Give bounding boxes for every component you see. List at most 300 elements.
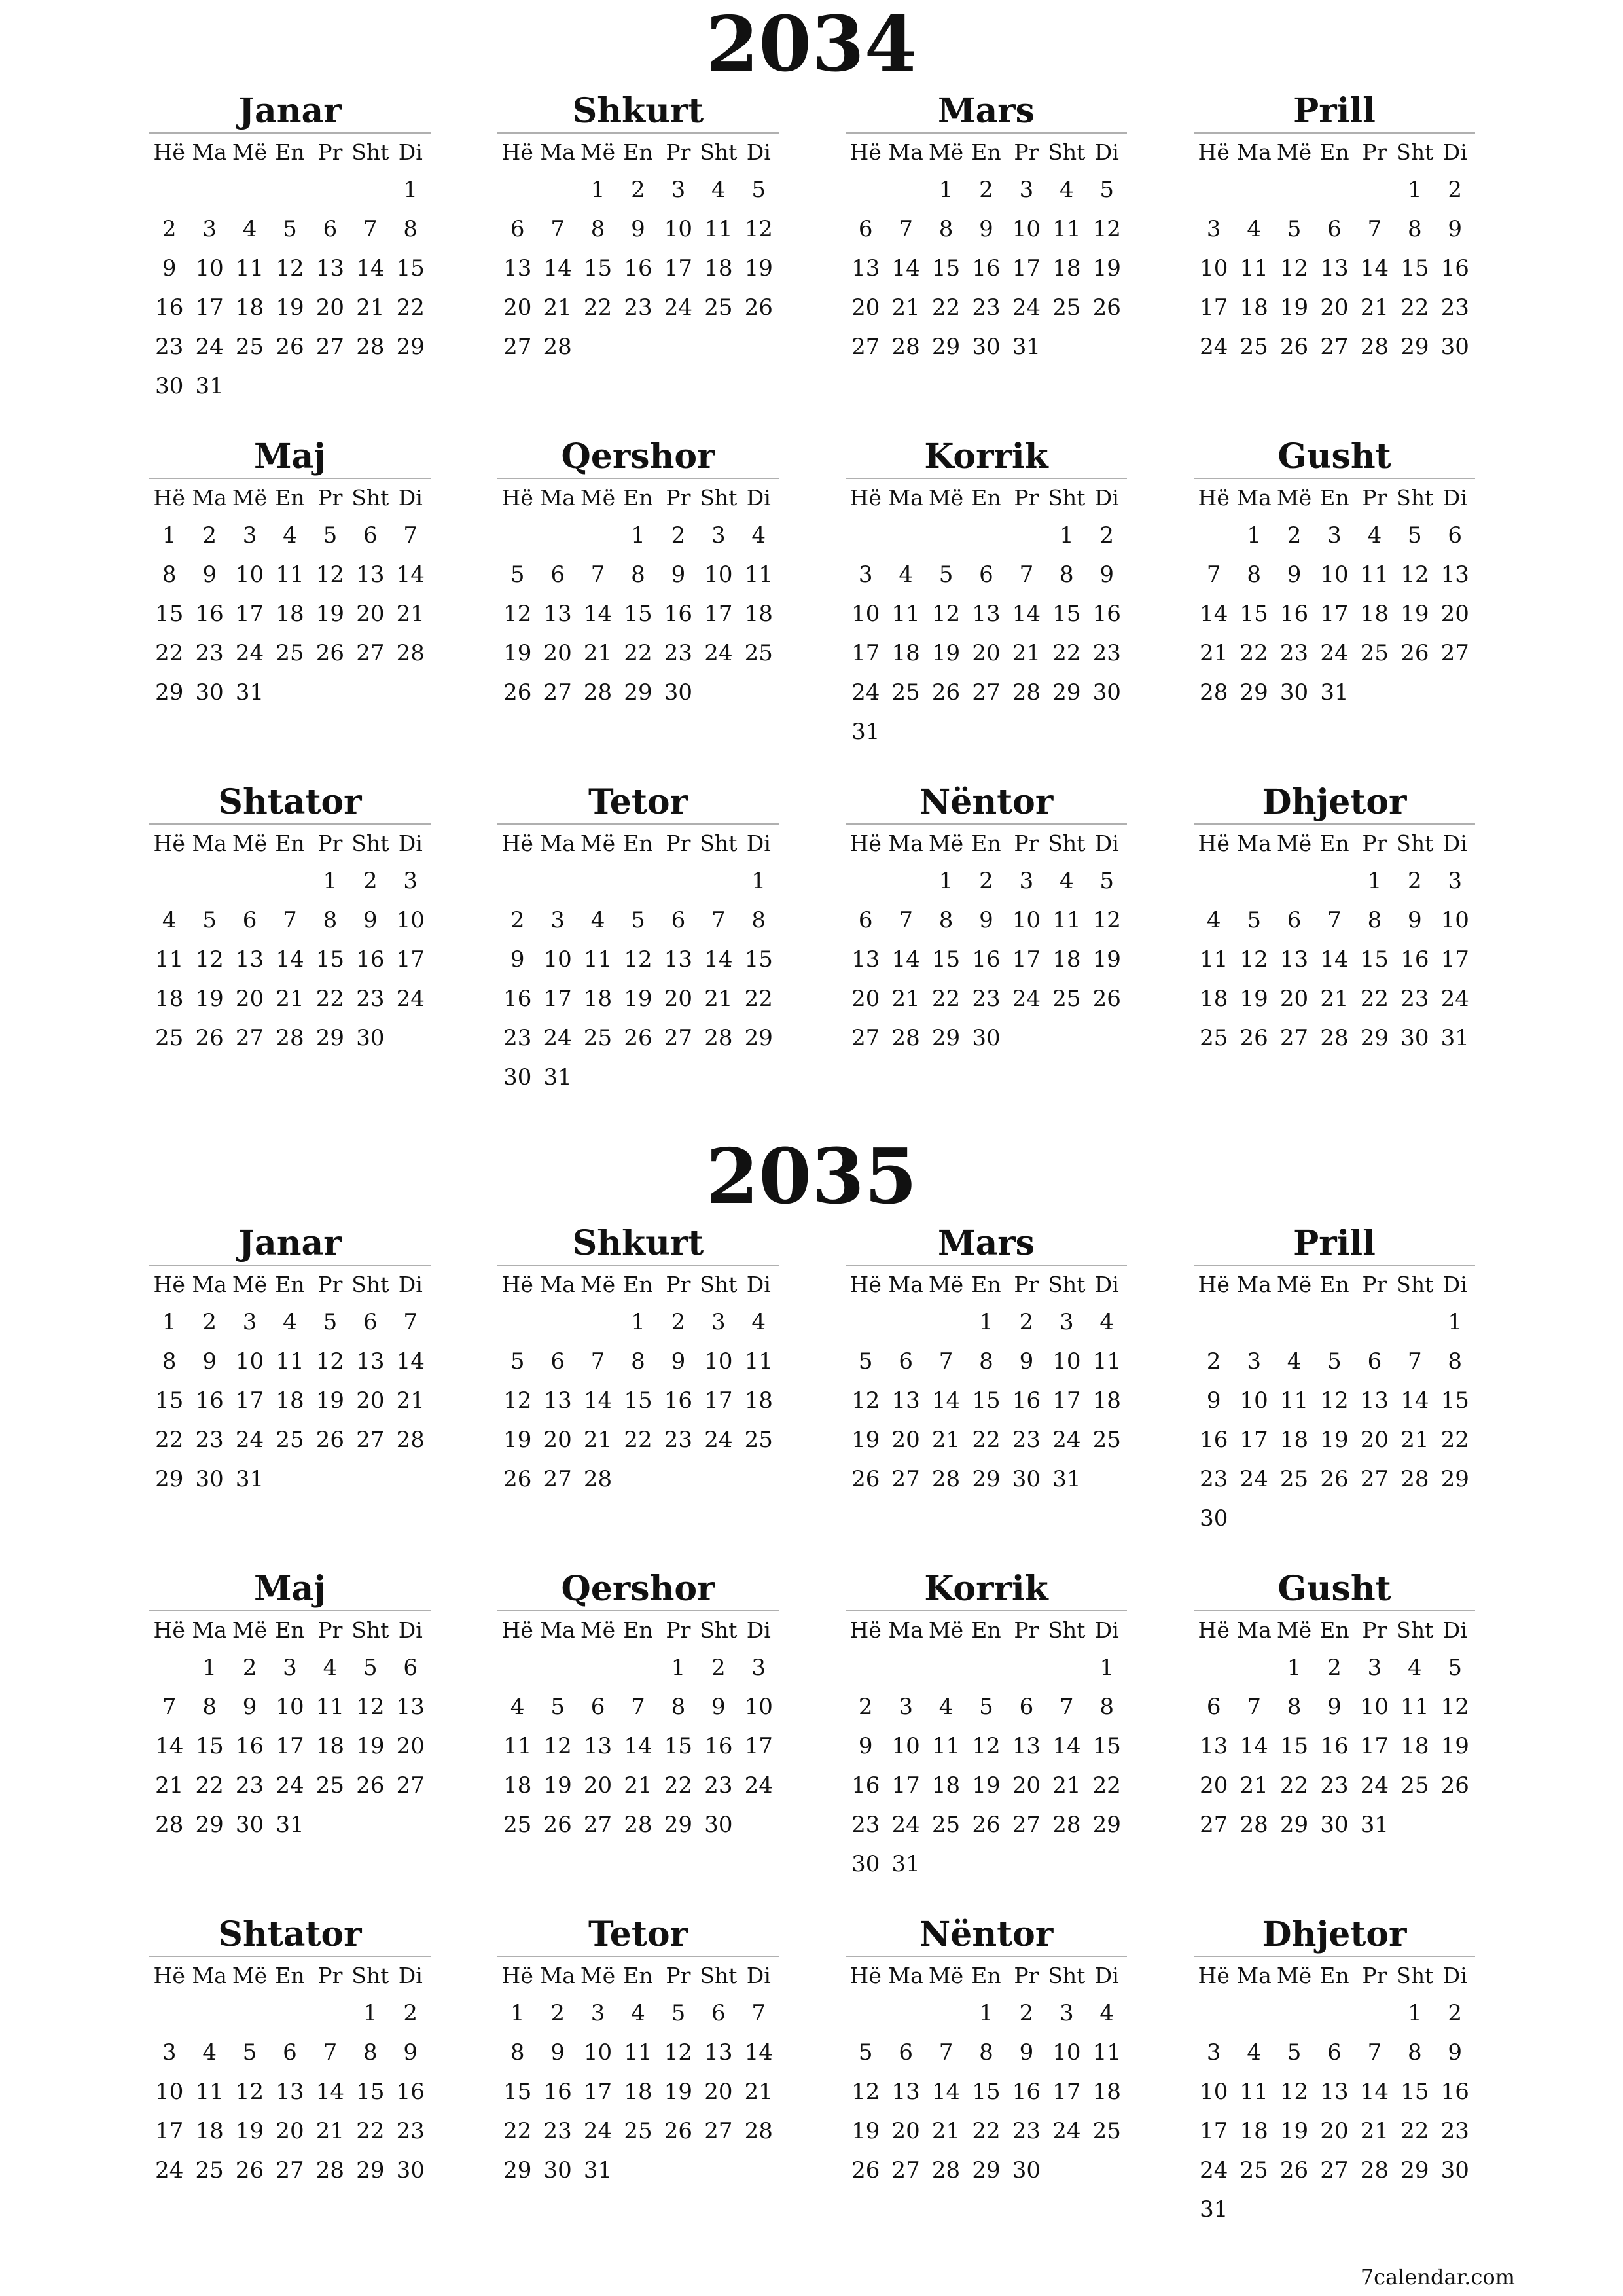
weekday-label: Pr: [666, 139, 691, 165]
day-cell: 30: [356, 1025, 385, 1051]
day-cell: 30: [195, 1466, 224, 1492]
weekday-label: Sht: [700, 139, 738, 165]
day-cell: 7: [1247, 1694, 1261, 1720]
weekday-label: Sht: [700, 1271, 738, 1297]
week-row: [846, 209, 1127, 249]
day-cell: 16: [1092, 601, 1121, 627]
day-cell: 30: [1440, 334, 1469, 360]
day-cell: 11: [1052, 216, 1081, 242]
weekday-label: Ma: [540, 1617, 575, 1643]
week-row: [846, 1420, 1127, 1460]
day-cell: 23: [704, 1772, 733, 1799]
week-row: [846, 170, 1127, 209]
week-row: [846, 2033, 1127, 2072]
day-cell: 23: [503, 1025, 532, 1051]
day-cell: 10: [1240, 1388, 1268, 1414]
day-cell: 23: [155, 334, 184, 360]
week-row: [1194, 940, 1475, 979]
weekday-label: Ma: [1236, 484, 1272, 511]
weekday-label: Më: [928, 139, 964, 165]
weekday-header: [149, 479, 431, 516]
day-cell: 17: [276, 1733, 304, 1759]
weekday-label: Pr: [666, 484, 691, 511]
day-cell: 26: [315, 640, 345, 666]
day-cell: 14: [1240, 1733, 1268, 1759]
day-cell: 9: [1287, 562, 1302, 588]
day-cell: 21: [155, 1772, 184, 1799]
month-name: Tetor: [497, 783, 779, 825]
day-cell: 27: [503, 334, 532, 360]
day-cell: 18: [1279, 1427, 1309, 1453]
day-cell: 12: [1240, 946, 1268, 973]
day-cell: 16: [664, 1388, 693, 1414]
day-cell: 28: [276, 1025, 304, 1051]
day-cell: 14: [1360, 2079, 1389, 2105]
day-cell: 8: [202, 1694, 217, 1720]
day-cell: 25: [1360, 640, 1389, 666]
day-cell: 28: [396, 1427, 425, 1453]
day-cell: 1: [631, 1309, 645, 1335]
day-cell: 5: [1287, 216, 1302, 242]
day-cell: 8: [671, 1694, 686, 1720]
day-cell: 3: [711, 522, 726, 548]
weekday-label: Ma: [540, 1962, 575, 1988]
day-cell: 8: [1367, 907, 1382, 933]
day-cell: 11: [1052, 907, 1081, 933]
week-row: [149, 979, 431, 1018]
day-cell: 24: [276, 1772, 304, 1799]
weekday-label: Më: [1276, 139, 1312, 165]
month-name: Qershor: [497, 437, 779, 479]
week-row: [149, 1648, 431, 1687]
day-cell: 20: [1279, 986, 1309, 1012]
day-cell: 19: [972, 1772, 1001, 1799]
month-block: [1194, 92, 1475, 367]
weekday-label: Sht: [351, 1962, 389, 1988]
weekday-header: [846, 134, 1127, 170]
day-cell: 12: [664, 2039, 693, 2066]
day-cell: 25: [624, 2118, 652, 2144]
day-cell: 11: [503, 1733, 532, 1759]
day-cell: 13: [1200, 1733, 1228, 1759]
weekday-label: En: [623, 139, 653, 165]
day-cell: 21: [1200, 640, 1228, 666]
day-cell: 15: [315, 946, 345, 973]
day-cell: 19: [744, 255, 773, 281]
week-row: [1194, 288, 1475, 327]
week-row: [497, 1018, 779, 1058]
month-name: Maj: [149, 437, 431, 479]
day-cell: 1: [1367, 868, 1382, 894]
week-row: [846, 594, 1127, 634]
day-cell: 24: [543, 1025, 572, 1051]
day-cell: 8: [631, 1348, 645, 1374]
day-cell: 7: [1367, 216, 1382, 242]
day-cell: 8: [1247, 562, 1261, 588]
day-cell: 13: [851, 255, 880, 281]
day-cell: 6: [283, 2039, 297, 2066]
day-cell: 5: [858, 2039, 873, 2066]
day-cell: 31: [1440, 1025, 1469, 1051]
weekday-label: Di: [1094, 1617, 1119, 1643]
day-cell: 28: [315, 2157, 345, 2183]
day-cell: 9: [858, 1733, 873, 1759]
day-cell: 15: [1052, 601, 1081, 627]
day-cell: 5: [202, 907, 217, 933]
day-cell: 26: [1440, 1772, 1469, 1799]
day-cell: 16: [1440, 2079, 1469, 2105]
day-cell: 9: [242, 1694, 257, 1720]
day-cell: 19: [195, 986, 224, 1012]
day-cell: 15: [155, 601, 184, 627]
day-cell: 18: [1200, 986, 1228, 1012]
weekday-label: Më: [1276, 1617, 1312, 1643]
weekday-label: En: [275, 1271, 305, 1297]
month-block: [497, 1570, 779, 1844]
day-cell: 28: [356, 334, 385, 360]
day-cell: 20: [891, 2118, 920, 2144]
day-cell: 25: [1200, 1025, 1228, 1051]
day-cell: 23: [972, 295, 1001, 321]
weekday-label: Di: [398, 1617, 423, 1643]
week-row: [1194, 901, 1475, 940]
week-row: [846, 327, 1127, 367]
day-cell: 14: [155, 1733, 184, 1759]
day-cell: 3: [671, 177, 686, 203]
day-cell: 2: [1448, 177, 1463, 203]
weekday-header: [846, 1957, 1127, 1994]
day-cell: 9: [1408, 907, 1422, 933]
day-cell: 24: [1012, 986, 1041, 1012]
day-cell: 18: [1360, 601, 1389, 627]
day-cell: 5: [671, 2000, 686, 2026]
day-cell: 22: [1440, 1427, 1469, 1453]
week-row: [497, 1460, 779, 1499]
day-cell: 6: [323, 216, 338, 242]
day-cell: 11: [276, 562, 304, 588]
month-block: [846, 1570, 1127, 1884]
day-cell: 13: [1440, 562, 1469, 588]
month-name: Dhjetor: [1194, 1915, 1475, 1957]
day-cell: 28: [891, 1025, 920, 1051]
day-cell: 4: [1060, 868, 1074, 894]
day-cell: 19: [1092, 946, 1121, 973]
week-row: [497, 940, 779, 979]
week-row: [1194, 673, 1475, 712]
day-cell: 9: [711, 1694, 726, 1720]
day-cell: 30: [195, 679, 224, 706]
day-cell: 27: [1360, 1466, 1389, 1492]
weekday-header: [149, 1957, 431, 1994]
month-name: Korrik: [846, 1570, 1127, 1611]
weekday-label: Hë: [1198, 484, 1230, 511]
month-name: Mars: [846, 1224, 1127, 1266]
day-cell: 10: [704, 1348, 733, 1374]
day-cell: 29: [744, 1025, 773, 1051]
day-cell: 10: [1012, 216, 1041, 242]
day-cell: 22: [972, 1427, 1001, 1453]
day-cell: 19: [1320, 1427, 1349, 1453]
day-cell: 21: [315, 2118, 345, 2144]
weekday-label: En: [275, 1617, 305, 1643]
day-cell: 13: [1320, 2079, 1349, 2105]
day-cell: 29: [1240, 679, 1268, 706]
day-cell: 30: [1440, 2157, 1469, 2183]
day-cell: 23: [195, 1427, 224, 1453]
day-cell: 27: [1440, 640, 1469, 666]
week-row: [846, 1018, 1127, 1058]
day-cell: 23: [1092, 640, 1121, 666]
weekday-label: Sht: [700, 1962, 738, 1988]
day-cell: 17: [1240, 1427, 1268, 1453]
day-cell: 5: [363, 1655, 378, 1681]
month-name: Janar: [149, 1224, 431, 1266]
day-cell: 28: [1052, 1812, 1081, 1838]
month-block: [497, 783, 779, 1097]
weekday-label: Hë: [849, 139, 882, 165]
weekday-header: [497, 479, 779, 516]
day-cell: 9: [631, 216, 645, 242]
weekday-label: Sht: [1396, 484, 1434, 511]
day-cell: 2: [202, 522, 217, 548]
day-cell: 11: [276, 1348, 304, 1374]
day-cell: 23: [1012, 2118, 1041, 2144]
day-cell: 17: [1440, 946, 1469, 973]
day-cell: 1: [590, 177, 605, 203]
day-cell: 31: [543, 1064, 572, 1090]
day-cell: 12: [315, 562, 345, 588]
day-cell: 11: [1400, 1694, 1429, 1720]
week-row: [149, 367, 431, 406]
day-cell: 3: [403, 868, 418, 894]
day-cell: 2: [1448, 2000, 1463, 2026]
day-cell: 30: [851, 1851, 880, 1877]
day-cell: 1: [938, 177, 954, 203]
footer-site-credit: 7calendar.com: [1360, 2265, 1515, 2289]
day-cell: 21: [1240, 1772, 1268, 1799]
month-block: [1194, 1570, 1475, 1844]
day-cell: 11: [1240, 255, 1268, 281]
week-row: [149, 516, 431, 555]
day-cell: 16: [624, 255, 652, 281]
day-cell: 1: [979, 1309, 993, 1335]
day-cell: 1: [938, 868, 954, 894]
month-name: Shkurt: [497, 92, 779, 134]
day-cell: 5: [1448, 1655, 1463, 1681]
week-row: [149, 209, 431, 249]
day-cell: 6: [1206, 1694, 1221, 1720]
day-cell: 2: [363, 868, 378, 894]
month-block: [149, 437, 431, 712]
day-cell: 29: [503, 2157, 532, 2183]
week-row: [846, 1805, 1127, 1844]
day-cell: 6: [363, 522, 378, 548]
day-cell: 7: [403, 522, 418, 548]
day-cell: 20: [1012, 1772, 1041, 1799]
day-cell: 10: [1360, 1694, 1389, 1720]
day-cell: 13: [704, 2039, 733, 2066]
day-cell: 10: [543, 946, 572, 973]
day-cell: 20: [583, 1772, 613, 1799]
week-row: [497, 2072, 779, 2111]
day-cell: 3: [162, 2039, 177, 2066]
day-cell: 9: [1019, 2039, 1034, 2066]
day-cell: 8: [1408, 2039, 1422, 2066]
day-cell: 12: [1440, 1694, 1469, 1720]
day-cell: 28: [543, 334, 572, 360]
month-block: [149, 1915, 431, 2190]
day-cell: 31: [1320, 679, 1349, 706]
day-cell: 24: [1320, 640, 1349, 666]
day-cell: 7: [323, 2039, 338, 2066]
weekday-label: Sht: [351, 1617, 389, 1643]
day-cell: 19: [851, 2118, 880, 2144]
day-cell: 29: [931, 1025, 961, 1051]
day-cell: 21: [1012, 640, 1041, 666]
weekday-label: Sht: [351, 1271, 389, 1297]
day-cell: 2: [979, 177, 993, 203]
day-cell: 7: [899, 216, 913, 242]
weekday-label: Sht: [1396, 830, 1434, 856]
week-row: [1194, 1994, 1475, 2033]
day-cell: 18: [891, 640, 920, 666]
day-cell: 6: [1287, 907, 1302, 933]
day-cell: 21: [1052, 1772, 1081, 1799]
week-row: [497, 555, 779, 594]
week-row: [1194, 555, 1475, 594]
weekday-label: Pr: [1014, 139, 1039, 165]
day-cell: 22: [1240, 640, 1268, 666]
weekday-label: Pr: [666, 830, 691, 856]
day-cell: 27: [851, 334, 880, 360]
day-cell: 25: [1052, 986, 1081, 1012]
week-row: [149, 1805, 431, 1844]
week-row: [497, 1687, 779, 1727]
day-cell: 27: [1279, 1025, 1309, 1051]
day-cell: 26: [1092, 986, 1121, 1012]
day-cell: 10: [1052, 2039, 1081, 2066]
day-cell: 14: [1360, 255, 1389, 281]
day-cell: 11: [744, 1348, 773, 1374]
day-cell: 27: [396, 1772, 425, 1799]
month-block: [1194, 1915, 1475, 2229]
week-row: [497, 249, 779, 288]
weekday-label: En: [623, 1617, 653, 1643]
month-name: Prill: [1194, 92, 1475, 134]
day-cell: 1: [751, 868, 766, 894]
month-block: [846, 783, 1127, 1058]
day-cell: 10: [1440, 907, 1469, 933]
week-row: [149, 555, 431, 594]
week-row: [846, 2111, 1127, 2151]
day-cell: 5: [1099, 177, 1115, 203]
day-cell: 3: [711, 1309, 726, 1335]
day-cell: 14: [624, 1733, 652, 1759]
weekday-label: Hë: [501, 1271, 533, 1297]
day-cell: 15: [664, 1733, 693, 1759]
day-cell: 3: [899, 1694, 913, 1720]
weekday-label: Di: [746, 1962, 771, 1988]
year-title: 2034: [705, 0, 918, 89]
day-cell: 6: [510, 216, 525, 242]
day-cell: 1: [323, 868, 338, 894]
weekday-label: Hë: [501, 830, 533, 856]
weekday-label: Ma: [1236, 139, 1272, 165]
day-cell: 22: [195, 1772, 224, 1799]
week-row: [846, 249, 1127, 288]
day-cell: 7: [938, 1348, 954, 1374]
day-cell: 14: [1200, 601, 1228, 627]
day-cell: 30: [1400, 1025, 1429, 1051]
week-row: [149, 594, 431, 634]
day-cell: 27: [1200, 1812, 1228, 1838]
day-cell: 20: [1200, 1772, 1228, 1799]
weekday-label: En: [275, 830, 305, 856]
week-row: [1194, 249, 1475, 288]
day-cell: 25: [503, 1812, 532, 1838]
day-cell: 14: [1320, 946, 1349, 973]
weekday-label: Hë: [849, 1617, 882, 1643]
week-row: [846, 979, 1127, 1018]
day-cell: 25: [931, 1812, 961, 1838]
day-cell: 16: [503, 986, 532, 1012]
weekday-header: [149, 825, 431, 861]
day-cell: 27: [664, 1025, 693, 1051]
day-cell: 22: [972, 2118, 1001, 2144]
day-cell: 23: [235, 1772, 264, 1799]
day-cell: 7: [1019, 562, 1034, 588]
day-cell: 31: [1012, 334, 1041, 360]
day-cell: 20: [851, 295, 880, 321]
day-cell: 16: [1320, 1733, 1349, 1759]
day-cell: 18: [931, 1772, 961, 1799]
day-cell: 30: [155, 373, 184, 399]
month-block: [1194, 783, 1475, 1058]
weekday-label: Hë: [153, 139, 185, 165]
weekday-label: Hë: [849, 1271, 882, 1297]
day-cell: 12: [972, 1733, 1001, 1759]
day-cell: 3: [1367, 1655, 1382, 1681]
day-cell: 18: [276, 601, 304, 627]
day-cell: 4: [323, 1655, 338, 1681]
day-cell: 15: [396, 255, 425, 281]
day-cell: 21: [1400, 1427, 1429, 1453]
day-cell: 29: [664, 1812, 693, 1838]
weekday-label: Më: [928, 1962, 964, 1988]
weekday-label: Më: [580, 1271, 616, 1297]
day-cell: 2: [1206, 1348, 1221, 1374]
day-cell: 24: [664, 295, 693, 321]
week-row: [1194, 1648, 1475, 1687]
weekday-label: En: [971, 484, 1001, 511]
day-cell: 31: [1200, 2197, 1228, 2223]
day-cell: 1: [979, 2000, 993, 2026]
day-cell: 19: [851, 1427, 880, 1453]
day-cell: 5: [1247, 907, 1261, 933]
weekday-label: Më: [1276, 1962, 1312, 1988]
day-cell: 23: [664, 1427, 693, 1453]
day-cell: 8: [631, 562, 645, 588]
month-block: [149, 92, 431, 406]
day-cell: 13: [1012, 1733, 1041, 1759]
day-cell: 24: [235, 640, 264, 666]
day-cell: 16: [972, 946, 1001, 973]
day-cell: 1: [1099, 1655, 1115, 1681]
day-cell: 29: [1440, 1466, 1469, 1492]
day-cell: 16: [1200, 1427, 1228, 1453]
day-cell: 19: [503, 640, 532, 666]
weekday-label: Di: [1442, 1617, 1467, 1643]
